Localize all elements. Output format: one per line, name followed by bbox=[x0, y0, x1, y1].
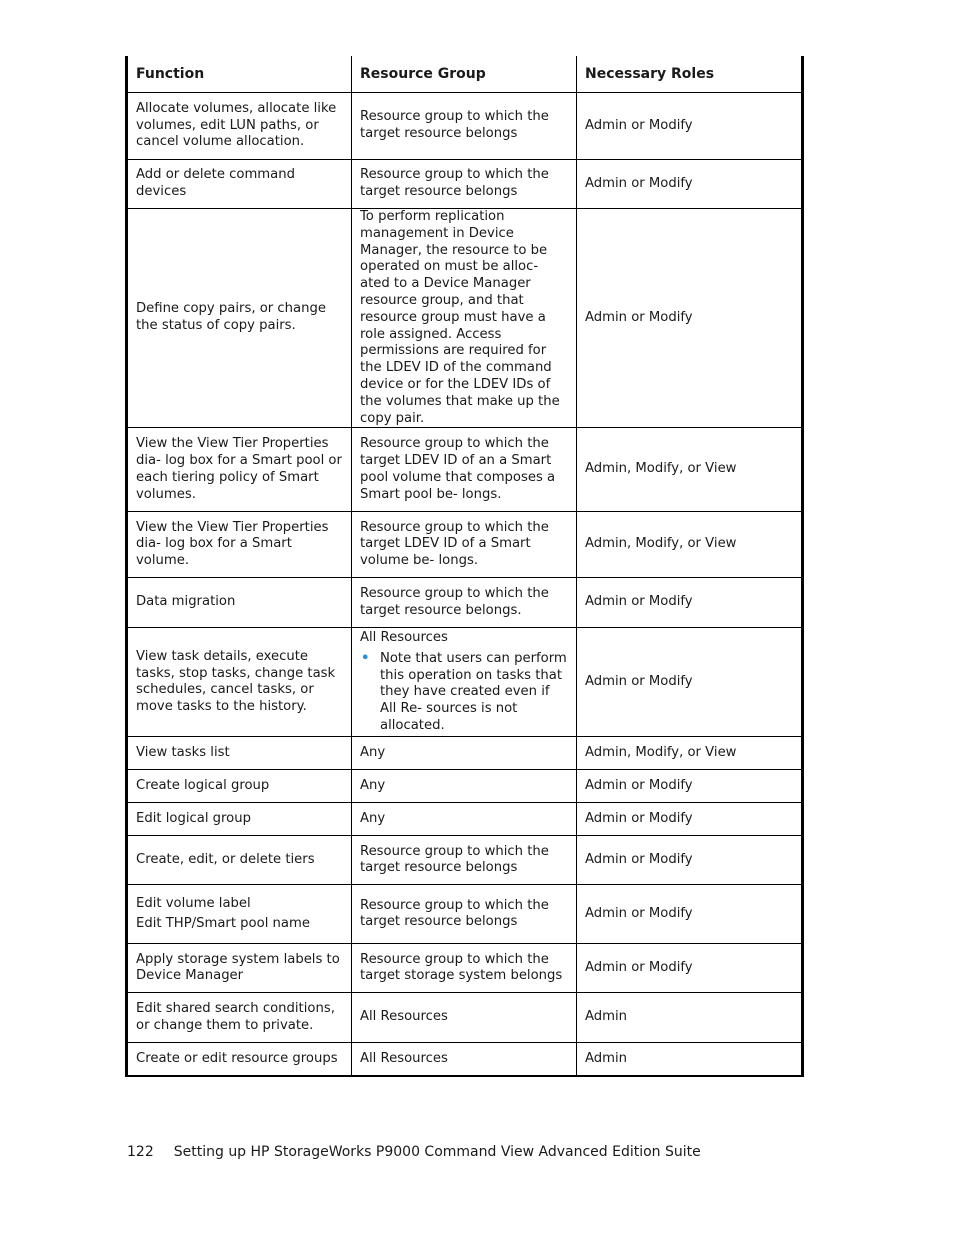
resource-group-cell: Resource group to which the target resource belongs bbox=[352, 93, 577, 160]
function-cell: View the View Tier Properties dia- log box for a Smart volume. bbox=[127, 512, 352, 578]
header-necessary-roles: Necessary Roles bbox=[577, 56, 803, 93]
roles-cell: Admin or Modify bbox=[577, 836, 803, 885]
roles-cell: Admin, Modify, or View bbox=[577, 737, 803, 770]
resource-group-cell: Any bbox=[352, 770, 577, 803]
header-resource-group: Resource Group bbox=[352, 56, 577, 93]
resource-group-note: Note that users can perform this operation on tasks that they have created even if All Re- sources is not allocated. bbox=[380, 650, 567, 733]
function-cell: Apply storage system labels to Device Manager bbox=[127, 944, 352, 993]
resource-group-cell: All Resources bbox=[352, 1043, 577, 1076]
list-item bbox=[361, 650, 570, 735]
table-header-row bbox=[127, 56, 803, 93]
roles-cell: Admin or Modify bbox=[577, 160, 803, 209]
table-row bbox=[127, 1043, 803, 1076]
function-cell: Create logical group bbox=[127, 770, 352, 803]
function-cell: Add or delete command devices bbox=[127, 160, 352, 209]
table-row bbox=[127, 803, 803, 836]
function-cell: Define copy pairs, or change the status of copy pairs. bbox=[127, 209, 352, 428]
roles-cell: Admin, Modify, or View bbox=[577, 512, 803, 578]
roles-cell: Admin, Modify, or View bbox=[577, 428, 803, 512]
table-row bbox=[127, 770, 803, 803]
function-cell: View the View Tier Properties dia- log box for a Smart pool or each tiering policy of Smart volumes. bbox=[127, 428, 352, 512]
resource-group-cell: Any bbox=[352, 737, 577, 770]
table-row bbox=[127, 93, 803, 160]
table-row bbox=[127, 512, 803, 578]
function-cell: View task details, execute tasks, stop tasks, change task schedules, cancel tasks, or move tasks to the history. bbox=[127, 628, 352, 737]
resource-group-cell: Resource group to which the target LDEV ID of a Smart volume be- longs. bbox=[352, 512, 577, 578]
function-line: Edit volume label bbox=[136, 895, 251, 911]
function-line: Edit THP/Smart pool name bbox=[136, 916, 310, 932]
resource-group-cell: Resource group to which the target storage system belongs bbox=[352, 944, 577, 993]
roles-cell: Admin or Modify bbox=[577, 885, 803, 944]
resource-group-cell: Any bbox=[352, 803, 577, 836]
resource-group-text: All Resources bbox=[360, 629, 448, 645]
resource-group-cell: To perform replication management in Device Manager, the resource to be operated on must be alloc- ated to a Device Manager resource group, and that resource group must have a role assigned. Access permissions are required for the LDEV ID of the command device or for the LDEV IDs of the volumes that make up the copy pair. bbox=[352, 209, 577, 428]
function-cell: Edit shared search conditions, or change them to private. bbox=[127, 993, 352, 1043]
table-row bbox=[127, 160, 803, 209]
table-row bbox=[127, 993, 803, 1043]
resource-group-cell: Resource group to which the target resource belongs bbox=[352, 885, 577, 944]
roles-cell: Admin or Modify bbox=[577, 93, 803, 160]
roles-cell: Admin or Modify bbox=[577, 578, 803, 628]
resource-group-note-list bbox=[360, 651, 570, 735]
table-row bbox=[127, 628, 803, 737]
header-function: Function bbox=[127, 56, 352, 93]
resource-group-cell: Resource group to which the target LDEV ID of an a Smart pool volume that composes a Smart pool be- longs. bbox=[352, 428, 577, 512]
footer-title: Setting up HP StorageWorks P9000 Command View Advanced Edition Suite bbox=[173, 1144, 701, 1160]
roles-table bbox=[125, 56, 804, 1077]
resource-group-cell: Resource group to which the target resource belongs bbox=[352, 160, 577, 209]
table-row bbox=[127, 836, 803, 885]
roles-cell: Admin bbox=[577, 1043, 803, 1076]
table-row bbox=[127, 737, 803, 770]
function-cell: Create or edit resource groups bbox=[127, 1043, 352, 1076]
function-cell: Edit logical group bbox=[127, 803, 352, 836]
page-footer bbox=[127, 1144, 701, 1160]
roles-cell: Admin or Modify bbox=[577, 628, 803, 737]
roles-cell: Admin or Modify bbox=[577, 209, 803, 428]
resource-group-cell: Resource group to which the target resource belongs. bbox=[352, 578, 577, 628]
resource-group-cell: All Resources bbox=[352, 993, 577, 1043]
roles-table-container bbox=[125, 56, 801, 1077]
roles-cell: Admin or Modify bbox=[577, 944, 803, 993]
table-row bbox=[127, 209, 803, 428]
function-cell: Allocate volumes, allocate like volumes, edit LUN paths, or cancel volume allocation. bbox=[127, 93, 352, 160]
table-row bbox=[127, 944, 803, 993]
function-lines bbox=[136, 896, 345, 934]
resource-group-cell: Resource group to which the target resource belongs bbox=[352, 836, 577, 885]
function-cell: Create, edit, or delete tiers bbox=[127, 836, 352, 885]
page-number: 122 bbox=[127, 1144, 154, 1160]
roles-cell: Admin or Modify bbox=[577, 803, 803, 836]
roles-cell: Admin or Modify bbox=[577, 770, 803, 803]
roles-cell: Admin bbox=[577, 993, 803, 1043]
resource-group-cell bbox=[352, 628, 577, 737]
function-cell: Data migration bbox=[127, 578, 352, 628]
bullet-icon: • bbox=[361, 650, 370, 666]
function-cell bbox=[127, 885, 352, 944]
table-row bbox=[127, 578, 803, 628]
table-row bbox=[127, 428, 803, 512]
function-cell: View tasks list bbox=[127, 737, 352, 770]
table-row bbox=[127, 885, 803, 944]
